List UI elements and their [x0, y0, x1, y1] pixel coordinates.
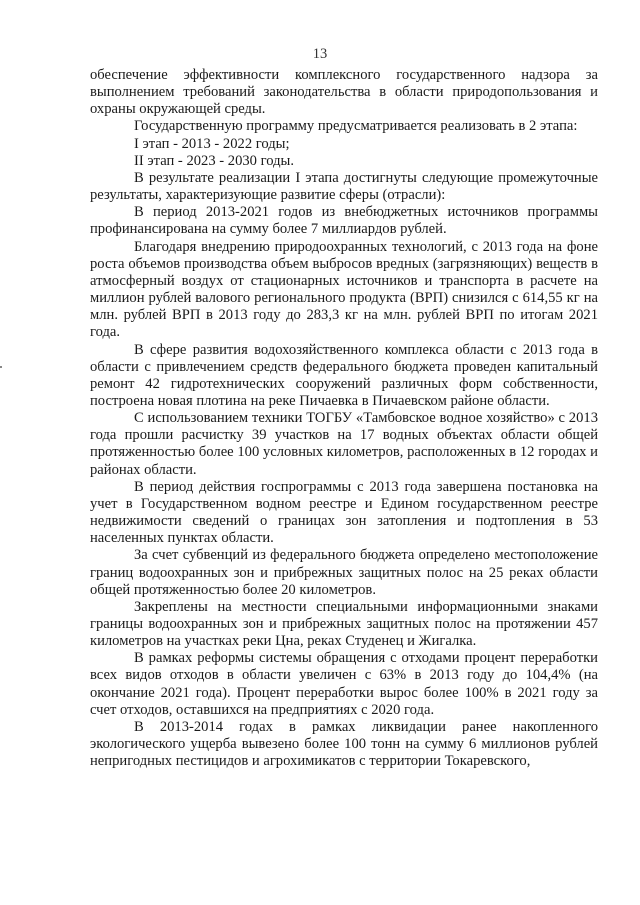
- paragraph-flood-zones: В период действия госпрограммы с 2013 года завершена постановка на учет в Государственном водном реестре и Едином государственном реестре недвижимости сведений о границах зон затопления и подтопления в 53 населенных пунктах области.: [90, 478, 598, 547]
- paragraph-pesticides: В 2013-2014 годах в рамках ликвидации ранее накопленного экологического ущерба вывезено более 100 тонн на сумму 6 миллионов рублей непригодных пестицидов и агрохимикатов с территории Токаревского,: [90, 718, 598, 770]
- paragraph-information-signs: Закреплены на местности специальными информационными знаками границы водоохранных зон и прибрежных защитных полос на протяжении 457 километров на участках реки Цна, реках Студенец и Жигалка.: [90, 598, 598, 650]
- paragraph-water-protection-zones: За счет субвенций из федерального бюджета определено местоположение границ водоохранных зон и прибрежных защитных полос на 25 реках области общей протяженностью более 20 километров.: [90, 547, 598, 598]
- paragraph-financing: В период 2013-2021 годов из внебюджетных источников программы профинансирована на сумму более 7 миллиардов рублей.: [90, 204, 598, 238]
- document-body: [90, 67, 598, 770]
- page-number: 13: [312, 46, 328, 62]
- paragraph-waste-reform: В рамках реформы системы обращения с отходами процент переработки всех видов отходов в области увеличен с 63% в 2013 году до 104,4% (на окончание 2021 года). Процент переработки вырос более 100% в 2021 году за счет отходов, оставшихся на предприятиях с 2020 года.: [90, 650, 598, 718]
- margin-mark: [0, 366, 2, 368]
- paragraph-results-intro: В результате реализации I этапа достигнуты следующие промежуточные результаты, характеризующие развитие сферы (отрасли):: [90, 169, 598, 204]
- paragraph-stages-intro: Государственную программу предусматривается реализовать в 2 этапа:: [134, 118, 578, 135]
- paragraph-emissions: Благодаря внедрению природоохранных технологий, с 2013 года на фоне роста объемов производства объем выбросов вредных (загрязняющих) веществ в атмосферный воздух от стационарных источников и транспорта в расчете на миллион рублей валового регионального продукта (ВРП) снизился с 614,55 кг на млн. рублей ВРП в 2013 году до 283,3 кг на млн. рублей ВРП по итогам 2021 года.: [90, 238, 598, 341]
- paragraph-stage-1: I этап - 2013 - 2022 годы;: [134, 135, 290, 152]
- paragraph-river-cleaning: С использованием техники ТОГБУ «Тамбовское водное хозяйство» с 2013 года прошли расчистку 39 участков на 17 водных объектах области общей протяженностью более 100 условных километров, расположенных в 12 городах и районах области.: [90, 410, 598, 478]
- paragraph-continuation: обеспечение эффективности комплексного государственного надзора за выполнением требований законодательства в области природопользования и охраны окружающей среды.: [90, 67, 598, 118]
- paragraph-water-complex: В сфере развития водохозяйственного комплекса области с 2013 года в области с привлечением средств федерального бюджета проведен капитальный ремонт 42 гидротехнических сооружений различных форм собственности, построена новая плотина на реке Пичаевка в Пичаевском районе области.: [90, 341, 598, 409]
- paragraph-stage-2: II этап - 2023 - 2030 годы.: [134, 152, 294, 169]
